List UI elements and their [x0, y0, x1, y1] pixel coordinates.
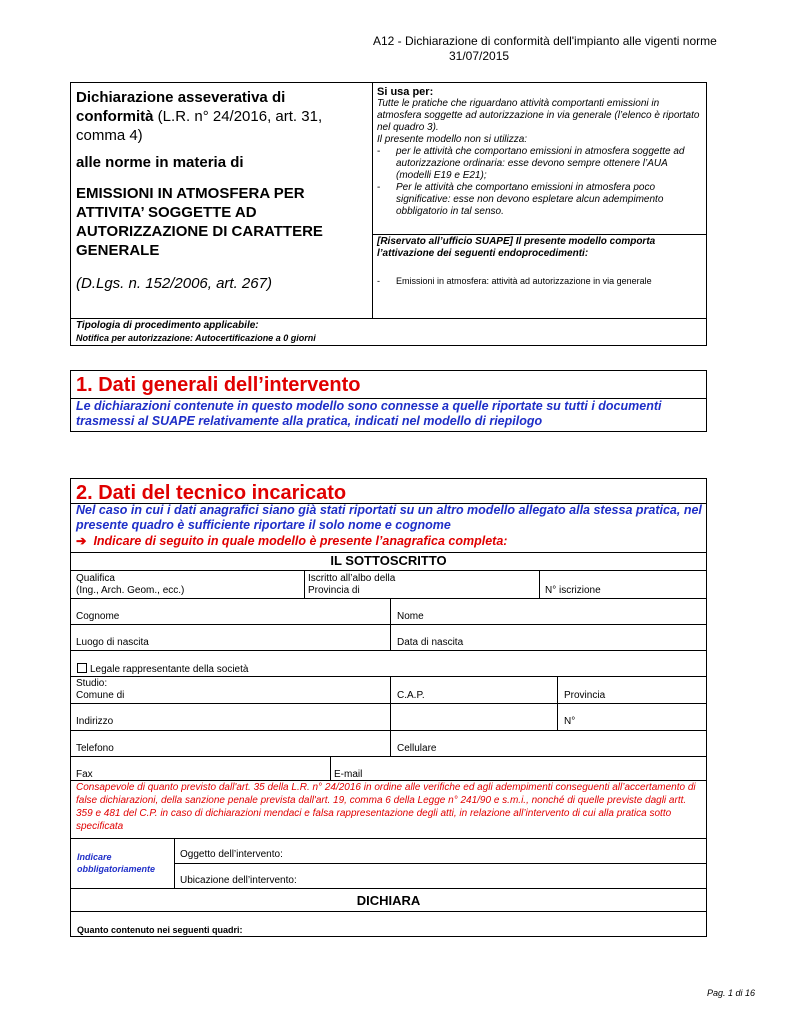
dichiara-heading: DICHIARA — [356, 893, 421, 908]
provincia-field[interactable]: Provincia — [564, 690, 606, 701]
data-nascita-field[interactable]: Data di nascita — [397, 637, 464, 648]
intro-right — [377, 86, 703, 218]
cognome-field[interactable]: Cognome — [76, 611, 120, 622]
reserved-text: [Riservato all’ufficio SUAPE] Il presente modello comporta l’attivazione dei seguenti endoprocedimenti: — [377, 236, 656, 259]
section2-title: 2. Dati del tecnico incaricato — [76, 482, 347, 504]
fax-field[interactable]: Fax — [76, 769, 93, 780]
procedure-type-label: Tipologia di procedimento applicabile: — [76, 320, 259, 331]
mandatory-label: Indicare obbligatoriamente — [77, 852, 156, 874]
header-title: A12 - Dichiarazione di conformità dell'impianto alle vigenti norme — [373, 34, 717, 48]
intro-left — [76, 88, 366, 293]
usage-heading: Si usa per: — [377, 86, 434, 98]
albo-field[interactable]: Iscritto all’albo della Provincia di — [308, 573, 396, 596]
page-number: Pag. 1 di 16 — [707, 988, 756, 998]
arrow-right-icon: ➔ — [76, 534, 87, 548]
legale-rappresentante-checkbox[interactable]: Legale rappresentante della società — [77, 663, 248, 676]
not-used-item: - Per le attività che comportano emissioni in atmosfera poco significative: esse non devono espletare alcun adempimento obbligatorio in tal senso. — [377, 182, 664, 217]
intro-subtitle: alle norme in materia di — [76, 154, 244, 171]
procedure-type-value: Notifica per autorizzazione: Autocertificazione a 0 giorni — [76, 333, 316, 343]
oggetto-field[interactable]: Oggetto dell’intervento: — [180, 849, 283, 860]
intro-law-ref: (D.Lgs. n. 152/2006, art. 267) — [76, 275, 272, 292]
indirizzo-field[interactable]: Indirizzo — [76, 716, 114, 727]
studio-comune-field[interactable]: Studio: Comune di — [76, 678, 125, 701]
usage-text: Tutte le pratiche che riguardano attività comportanti emissioni in atmosfera soggette ad autorizzazione in via generale (l’elenco è riportato nel quadro 3). — [377, 98, 700, 133]
cap-field[interactable]: C.A.P. — [397, 690, 425, 701]
quanto-contenuto: Quanto contenuto nei seguenti quadri: — [77, 925, 243, 935]
disclaimer-text: Consapevole di quanto previsto dall'art. 35 della L.R. n° 24/2016 in ordine alle verifiche ed agli adempimenti conseguenti all’accertamento di false dichiarazioni, della sanzione penale prevista dall'art. 19, comma 6 della Legge n° 241/90 e s.m.i., nonché di quelle previste dagli artt. 359 e 481 del C.P. in caso di dichiarazioni mendaci e falsa rappresentazione degli atti, in relazione all’intervento di cui alla pratica sotto specificata — [76, 782, 696, 832]
intro-title-ref: (L.R. n° 24/2016, art. 31, comma 4) — [76, 108, 323, 144]
not-used-item: - per le attività che comportano emissioni in atmosfera soggette ad autorizzazione ordinaria: esse devono sempre ottenere l’AUA (modelli E19 e E21); — [377, 146, 685, 181]
section2-note: Nel caso in cui i dati anagrafici siano già stati riportati su un altro modello allegato alla stessa pratica, nel presente quadro è sufficiente riportare il solo nome e cognome — [76, 503, 702, 532]
document-header — [373, 34, 717, 64]
section1-note: Le dichiarazioni contenute in questo modello sono connesse a quelle riportate su tutti i documenti trasmessi al SUAPE relativamente alla pratica, indicati nel modello di riepilogo — [76, 399, 662, 428]
not-used-heading: Il presente modello non si utilizza: — [377, 134, 528, 145]
endoprocedure-item: - Emissioni in atmosfera: attività ad autorizzazione in via generale — [377, 276, 652, 286]
intro-title: Dichiarazione asseverativa di conformità — [76, 89, 286, 125]
section1-title: 1. Dati generali dell’intervento — [76, 374, 361, 396]
email-field[interactable]: E-mail — [334, 769, 363, 780]
ubicazione-field[interactable]: Ubicazione dell’intervento: — [180, 875, 297, 886]
arrow-note: ➔ Indicare di seguito in quale modello è presente l’anagrafica completa: — [76, 534, 508, 548]
procedure-type — [76, 320, 316, 344]
cellulare-field[interactable]: Cellulare — [397, 743, 437, 754]
luogo-nascita-field[interactable]: Luogo di nascita — [76, 637, 149, 648]
intro-topic: EMISSIONI IN ATMOSFERA PER ATTIVITA’ SOGGETTE AD AUTORIZZAZIONE DI CARATTERE GENERALE — [76, 185, 323, 259]
header-date: 31/07/2015 — [449, 49, 510, 63]
numero-civico-field[interactable]: N° — [564, 716, 576, 727]
qualifica-field[interactable]: Qualifica (Ing., Arch. Geom., ecc.) — [76, 573, 185, 596]
telefono-field[interactable]: Telefono — [76, 743, 114, 754]
iscrizione-field[interactable]: N° iscrizione — [545, 585, 601, 596]
nome-field[interactable]: Nome — [397, 611, 424, 622]
checkbox-icon[interactable] — [77, 663, 87, 673]
sottoscritto-heading: IL SOTTOSCRITTO — [330, 553, 447, 568]
